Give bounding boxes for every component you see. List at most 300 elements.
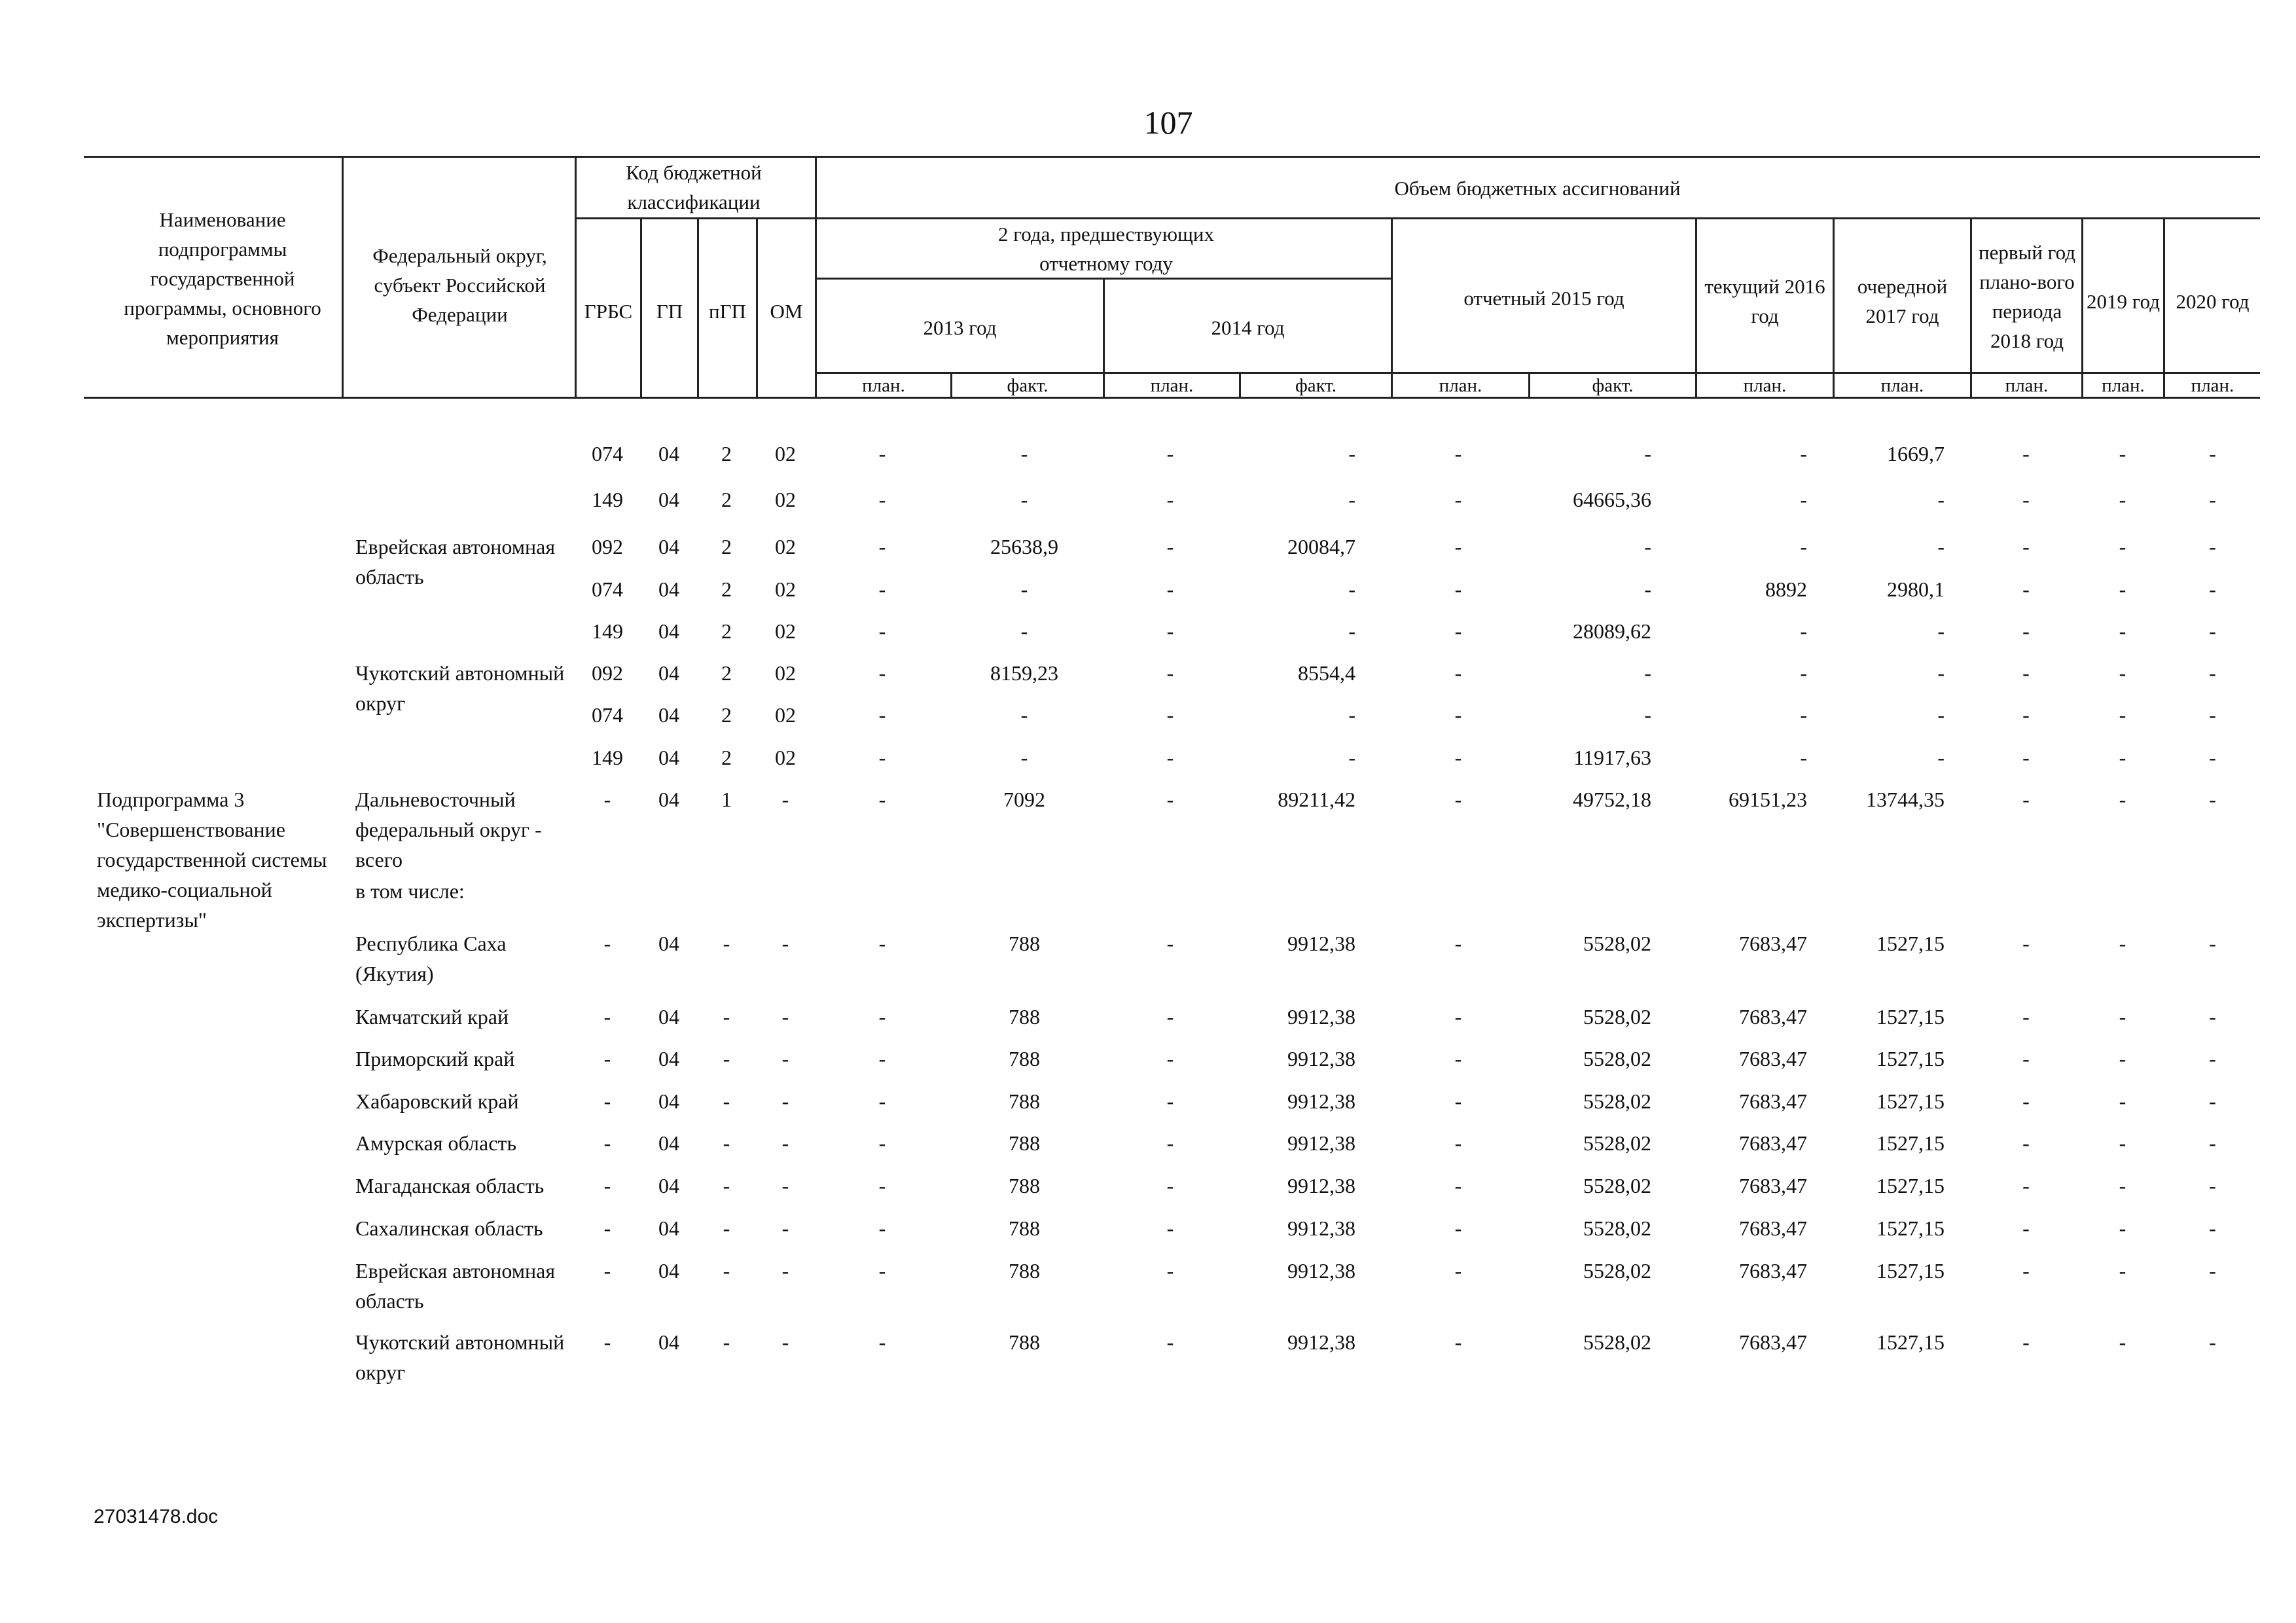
- code-gp: 04: [658, 1089, 679, 1113]
- v2018-plan: -: [2022, 1216, 2030, 1240]
- v2020-plan: -: [2209, 788, 2216, 811]
- v2019-plan: -: [2119, 1089, 2126, 1113]
- v2013-plan: -: [878, 1089, 886, 1113]
- code-gp: 04: [658, 1131, 679, 1155]
- v2017-plan: 1527,15: [1876, 1259, 1945, 1283]
- v2014-plan: -: [1166, 619, 1174, 643]
- code-om: 02: [775, 619, 796, 643]
- v2013-fact: -: [1020, 619, 1028, 643]
- v2013-plan: -: [878, 788, 886, 811]
- code-om: 02: [775, 661, 796, 685]
- v2015-plan: -: [1454, 746, 1462, 769]
- v2020-plan: -: [2209, 442, 2216, 465]
- v2016-plan: -: [1800, 703, 1807, 727]
- v2013-plan: -: [878, 488, 886, 511]
- code-pgp: -: [723, 1259, 730, 1283]
- v2014-plan: -: [1166, 488, 1174, 511]
- v2018-plan: -: [2022, 746, 2030, 769]
- code-om: -: [781, 932, 789, 955]
- v2016-plan: 8892: [1765, 577, 1807, 601]
- code-grbs: -: [603, 1005, 611, 1029]
- code-om: -: [781, 1259, 789, 1283]
- v2015-fact: -: [1644, 703, 1651, 727]
- v2014-plan: -: [1166, 577, 1174, 601]
- v2013-plan: -: [878, 442, 886, 465]
- code-grbs: -: [603, 1174, 611, 1197]
- v2014-fact: 8554,4: [1298, 661, 1355, 685]
- code-pgp: 2: [721, 442, 732, 465]
- code-om: -: [781, 788, 789, 811]
- code-gp: 04: [658, 661, 679, 685]
- v2013-plan: -: [878, 619, 886, 643]
- v2015-plan: -: [1454, 442, 1462, 465]
- code-pgp: -: [723, 1005, 730, 1029]
- page-number: 107: [1143, 104, 1193, 141]
- code-grbs: -: [603, 932, 611, 955]
- header-top-line: [84, 156, 2260, 158]
- v2019-plan: -: [2119, 1005, 2126, 1029]
- v2017-plan: -: [1937, 703, 1945, 727]
- code-gp: 04: [658, 1174, 679, 1197]
- region-name: Еврейская автономная область: [355, 535, 556, 589]
- v2014-plan: -: [1166, 1089, 1174, 1113]
- v2016-plan: 7683,47: [1739, 1216, 1807, 1240]
- v2013-fact: 788: [1009, 1330, 1040, 1354]
- code-om: 02: [775, 746, 796, 769]
- v2018-plan: -: [2022, 619, 2030, 643]
- v2017-plan: 1527,15: [1876, 1330, 1945, 1354]
- v2020-plan: -: [2209, 932, 2216, 955]
- v2020-plan: -: [2209, 619, 2216, 643]
- code-om: -: [781, 1089, 789, 1113]
- v2016-plan: 69151,23: [1729, 788, 1807, 811]
- v2018-plan: -: [2022, 1259, 2030, 1283]
- v2013-fact: -: [1020, 577, 1028, 601]
- v2015-fact: -: [1644, 661, 1651, 685]
- v2014-plan: -: [1166, 746, 1174, 769]
- header-2014-fact: факт.: [1295, 374, 1337, 396]
- v2013-fact: -: [1020, 442, 1028, 465]
- code-om: 02: [775, 442, 796, 465]
- v2014-fact: -: [1348, 488, 1355, 511]
- v2015-plan: -: [1454, 1047, 1462, 1070]
- v2013-plan: -: [878, 932, 886, 955]
- header-first-plan-2018: первый год плано-вого периода 2018 год: [1979, 241, 2075, 352]
- v2018-plan: -: [2022, 1174, 2030, 1197]
- header-region: Федеральный округ, субъект Российской Федерации: [372, 244, 547, 326]
- v2015-fact: 5528,02: [1583, 1047, 1651, 1070]
- v2017-plan: 1527,15: [1876, 1089, 1945, 1113]
- v2017-plan: -: [1937, 746, 1945, 769]
- v2015-plan: -: [1454, 1131, 1462, 1155]
- v2013-fact: 788: [1009, 1259, 1040, 1283]
- header-2016-plan: план.: [1743, 374, 1787, 396]
- v2014-plan: -: [1166, 1259, 1174, 1283]
- v2016-plan: 7683,47: [1739, 1005, 1807, 1029]
- code-grbs: 149: [592, 488, 623, 511]
- v2019-plan: -: [2119, 746, 2126, 769]
- v2013-fact: 788: [1009, 1174, 1040, 1197]
- v2017-plan: 1527,15: [1876, 1216, 1945, 1240]
- v2019-plan: -: [2119, 1131, 2126, 1155]
- v2016-plan: -: [1800, 488, 1807, 511]
- v2014-fact: 9912,38: [1287, 1005, 1355, 1029]
- header-line-2: [575, 217, 2260, 219]
- v2015-plan: -: [1454, 703, 1462, 727]
- v2014-plan: -: [1166, 788, 1174, 811]
- v2013-plan: -: [878, 1131, 886, 1155]
- code-gp: 04: [658, 442, 679, 465]
- v2016-plan: 7683,47: [1739, 1089, 1807, 1113]
- v2017-plan: -: [1937, 661, 1945, 685]
- v2014-fact: -: [1348, 442, 1355, 465]
- v2019-plan: -: [2119, 932, 2126, 955]
- v2014-plan: -: [1166, 442, 1174, 465]
- code-gp: 04: [658, 1047, 679, 1070]
- v2016-plan: 7683,47: [1739, 1047, 1807, 1070]
- v2020-plan: -: [2209, 1216, 2216, 1240]
- v2019-plan: -: [2119, 1047, 2126, 1070]
- region-name: Чукотский автономный округ: [355, 1330, 565, 1384]
- v2018-plan: -: [2022, 1005, 2030, 1029]
- v2013-fact: 788: [1009, 932, 1040, 955]
- v2019-plan: -: [2119, 488, 2126, 511]
- header-2014-plan: план.: [1150, 374, 1194, 396]
- v2015-fact: 5528,02: [1583, 1005, 1651, 1029]
- v2013-plan: -: [878, 1174, 886, 1197]
- header-reporting-2015: отчетный 2015 год: [1463, 286, 1624, 310]
- v2018-plan: -: [2022, 703, 2030, 727]
- v2013-fact: -: [1020, 703, 1028, 727]
- code-grbs: 074: [592, 703, 623, 727]
- code-gp: 04: [658, 1216, 679, 1240]
- v2014-plan: -: [1166, 932, 1174, 955]
- code-gp: 04: [658, 1330, 679, 1354]
- v2013-plan: -: [878, 1005, 886, 1029]
- header-2017-plan: план.: [1880, 374, 1924, 396]
- code-pgp: -: [723, 1047, 730, 1070]
- v2020-plan: -: [2209, 1259, 2216, 1283]
- v2020-plan: -: [2209, 535, 2216, 558]
- v2018-plan: -: [2022, 535, 2030, 558]
- code-om: 02: [775, 577, 796, 601]
- code-grbs: -: [603, 1047, 611, 1070]
- code-grbs: 074: [592, 442, 623, 465]
- v2014-plan: -: [1166, 703, 1174, 727]
- header-pgp: пГП: [709, 299, 746, 323]
- v2014-fact: -: [1348, 577, 1355, 601]
- v2019-plan: -: [2119, 1330, 2126, 1354]
- v2020-plan: -: [2209, 1330, 2216, 1354]
- region-name: Амурская область: [355, 1131, 516, 1155]
- v2014-fact: 9912,38: [1287, 1131, 1355, 1155]
- region-name: Сахалинская область: [355, 1216, 543, 1240]
- v2013-fact: 788: [1009, 1047, 1040, 1070]
- v2015-plan: -: [1454, 1174, 1462, 1197]
- v2019-plan: -: [2119, 788, 2126, 811]
- code-grbs: -: [603, 1216, 611, 1240]
- v2015-fact: 5528,02: [1583, 1259, 1651, 1283]
- program-name: Подпрограмма 3 "Совершенствование государственной системы медико-социальной экспертизы": [97, 788, 327, 932]
- code-gp: 04: [658, 535, 679, 558]
- v2014-plan: -: [1166, 535, 1174, 558]
- v2018-plan: -: [2022, 1131, 2030, 1155]
- v2015-plan: -: [1454, 1330, 1462, 1354]
- code-pgp: 2: [721, 488, 732, 511]
- code-om: -: [781, 1330, 789, 1354]
- vline-2: [575, 156, 577, 399]
- v2019-plan: -: [2119, 703, 2126, 727]
- code-gp: 04: [658, 746, 679, 769]
- v2015-plan: -: [1454, 932, 1462, 955]
- v2016-plan: 7683,47: [1739, 1330, 1807, 1354]
- v2017-plan: 1527,15: [1876, 1131, 1945, 1155]
- v2013-plan: -: [878, 661, 886, 685]
- v2017-plan: -: [1937, 488, 1945, 511]
- code-om: -: [781, 1174, 789, 1197]
- code-pgp: -: [723, 932, 730, 955]
- v2017-plan: -: [1937, 619, 1945, 643]
- v2015-plan: -: [1454, 1089, 1462, 1113]
- v2015-plan: -: [1454, 619, 1462, 643]
- v2018-plan: -: [2022, 932, 2030, 955]
- code-pgp: -: [723, 1216, 730, 1240]
- v2015-fact: 5528,02: [1583, 1089, 1651, 1113]
- v2016-plan: -: [1800, 746, 1807, 769]
- v2014-fact: 9912,38: [1287, 1216, 1355, 1240]
- v2013-fact: 788: [1009, 1089, 1040, 1113]
- code-grbs: 092: [592, 535, 623, 558]
- v2018-plan: -: [2022, 577, 2030, 601]
- v2013-plan: -: [878, 1047, 886, 1070]
- v2018-plan: -: [2022, 1047, 2030, 1070]
- code-pgp: -: [723, 1174, 730, 1197]
- region-name: Магаданская область: [355, 1174, 545, 1197]
- code-gp: 04: [658, 619, 679, 643]
- v2013-fact: 7092: [1003, 788, 1045, 811]
- code-gp: 04: [658, 932, 679, 955]
- code-om: -: [781, 1216, 789, 1240]
- v2013-fact: -: [1020, 746, 1028, 769]
- code-pgp: 2: [721, 746, 732, 769]
- v2016-plan: -: [1800, 619, 1807, 643]
- v2020-plan: -: [2209, 661, 2216, 685]
- header-2019: 2019 год: [2086, 289, 2161, 313]
- v2014-fact: 89211,42: [1278, 788, 1355, 811]
- v2017-plan: 2980,1: [1887, 577, 1945, 601]
- v2015-plan: -: [1454, 788, 1462, 811]
- v2014-fact: 9912,38: [1287, 1259, 1355, 1283]
- v2014-plan: -: [1166, 661, 1174, 685]
- v2014-fact: 9912,38: [1287, 1089, 1355, 1113]
- v2015-fact: 5528,02: [1583, 1330, 1651, 1354]
- v2015-plan: -: [1454, 1216, 1462, 1240]
- v2015-fact: 5528,02: [1583, 1216, 1651, 1240]
- v2020-plan: -: [2209, 746, 2216, 769]
- header-gp: ГП: [656, 299, 683, 323]
- v2018-plan: -: [2022, 488, 2030, 511]
- region-name: Камчатский край: [355, 1005, 509, 1029]
- code-gp: 04: [658, 577, 679, 601]
- v2019-plan: -: [2119, 661, 2126, 685]
- code-grbs: -: [603, 1330, 611, 1354]
- v2013-plan: -: [878, 746, 886, 769]
- header-2018-plan: план.: [2005, 374, 2049, 396]
- v2014-fact: 9912,38: [1287, 1174, 1355, 1197]
- v2019-plan: -: [2119, 577, 2126, 601]
- v2013-plan: -: [878, 535, 886, 558]
- v2017-plan: 1527,15: [1876, 1005, 1945, 1029]
- v2017-plan: -: [1937, 535, 1945, 558]
- v2014-fact: -: [1348, 619, 1355, 643]
- v2014-plan: -: [1166, 1216, 1174, 1240]
- v2016-plan: -: [1800, 535, 1807, 558]
- v2013-plan: -: [878, 1330, 886, 1354]
- v2015-fact: 64665,36: [1573, 488, 1651, 511]
- v2014-plan: -: [1166, 1330, 1174, 1354]
- v2013-plan: -: [878, 703, 886, 727]
- v2015-plan: -: [1454, 488, 1462, 511]
- v2017-plan: 1527,15: [1876, 932, 1945, 955]
- v2013-fact: 25638,9: [990, 535, 1058, 558]
- v2015-fact: 11917,63: [1573, 746, 1651, 769]
- v2014-fact: 9912,38: [1287, 932, 1355, 955]
- header-2014: 2014 год: [1211, 316, 1285, 339]
- v2020-plan: -: [2209, 577, 2216, 601]
- v2014-fact: 20084,7: [1287, 535, 1355, 558]
- header-current-2016: текущий 2016 год: [1704, 275, 1825, 327]
- v2020-plan: -: [2209, 488, 2216, 511]
- v2019-plan: -: [2119, 1216, 2126, 1240]
- v2018-plan: -: [2022, 788, 2030, 811]
- v2015-plan: -: [1454, 535, 1462, 558]
- region-name: Приморский край: [355, 1047, 515, 1070]
- v2013-fact: -: [1020, 488, 1028, 511]
- v2019-plan: -: [2119, 619, 2126, 643]
- v2015-plan: -: [1454, 1005, 1462, 1029]
- vline-1: [342, 156, 344, 399]
- v2017-plan: 1669,7: [1887, 442, 1945, 465]
- v2016-plan: 7683,47: [1739, 1131, 1807, 1155]
- code-om: -: [781, 1131, 789, 1155]
- code-grbs: -: [603, 1089, 611, 1113]
- header-2015-plan: план.: [1439, 374, 1482, 396]
- region-name: Чукотский автономный округ: [355, 661, 565, 715]
- code-pgp: -: [723, 1089, 730, 1113]
- v2020-plan: -: [2209, 1047, 2216, 1070]
- header-prev-two-years: 2 года, предшествующих отчетному году: [998, 223, 1214, 275]
- v2013-plan: -: [878, 1259, 886, 1283]
- region-name: Хабаровский край: [355, 1089, 519, 1113]
- v2014-fact: -: [1348, 746, 1355, 769]
- code-om: -: [781, 1005, 789, 1029]
- header-code-group: Код бюджетной классификации: [626, 161, 762, 213]
- header-2019-plan: план.: [2102, 374, 2145, 396]
- v2015-plan: -: [1454, 577, 1462, 601]
- code-om: 02: [775, 535, 796, 558]
- code-gp: 04: [658, 703, 679, 727]
- v2014-fact: -: [1348, 703, 1355, 727]
- v2015-fact: 5528,02: [1583, 1131, 1651, 1155]
- code-grbs: -: [603, 788, 611, 811]
- v2018-plan: -: [2022, 442, 2030, 465]
- code-pgp: 2: [721, 703, 732, 727]
- v2013-plan: -: [878, 1216, 886, 1240]
- header-2013: 2013 год: [923, 316, 997, 339]
- v2017-plan: 1527,15: [1876, 1047, 1945, 1070]
- region-name: в том числе:: [355, 879, 465, 903]
- v2019-plan: -: [2119, 442, 2126, 465]
- v2015-fact: 5528,02: [1583, 1174, 1651, 1197]
- header-2013-fact: факт.: [1007, 374, 1049, 396]
- v2016-plan: 7683,47: [1739, 1174, 1807, 1197]
- v2016-plan: -: [1800, 442, 1807, 465]
- code-grbs: -: [603, 1131, 611, 1155]
- v2015-fact: -: [1644, 442, 1651, 465]
- v2017-plan: 13744,35: [1866, 788, 1945, 811]
- v2019-plan: -: [2119, 535, 2126, 558]
- v2020-plan: -: [2209, 1005, 2216, 1029]
- v2020-plan: -: [2209, 1131, 2216, 1155]
- code-grbs: -: [603, 1259, 611, 1283]
- v2014-plan: -: [1166, 1174, 1174, 1197]
- code-grbs: 074: [592, 577, 623, 601]
- code-gp: 04: [658, 1259, 679, 1283]
- v2020-plan: -: [2209, 1089, 2216, 1113]
- footer-filename: 27031478.doc: [94, 1506, 219, 1527]
- code-pgp: 2: [721, 619, 732, 643]
- header-om: ОМ: [770, 299, 803, 323]
- header-2015-fact: факт.: [1592, 374, 1634, 396]
- v2014-plan: -: [1166, 1131, 1174, 1155]
- v2018-plan: -: [2022, 1089, 2030, 1113]
- header-2020-plan: план.: [2191, 374, 2234, 396]
- code-om: 02: [775, 488, 796, 511]
- v2014-plan: -: [1166, 1005, 1174, 1029]
- v2016-plan: -: [1800, 661, 1807, 685]
- v2015-plan: -: [1454, 661, 1462, 685]
- v2014-fact: 9912,38: [1287, 1330, 1355, 1354]
- v2013-plan: -: [878, 577, 886, 601]
- code-grbs: 149: [592, 746, 623, 769]
- header-2013-plan: план.: [862, 374, 905, 396]
- v2015-plan: -: [1454, 1259, 1462, 1283]
- header-name: Наименование подпрограммы государственной программы, основного мероприятия: [124, 208, 321, 349]
- v2018-plan: -: [2022, 1330, 2030, 1354]
- header-next-2017: очередной 2017 год: [1857, 275, 1948, 327]
- region-name: Дальневосточный федеральный округ - всего: [355, 788, 542, 871]
- code-om: 02: [775, 703, 796, 727]
- header-volume-group: Объем бюджетных ассигнований: [1394, 176, 1681, 200]
- v2015-fact: 49752,18: [1573, 788, 1651, 811]
- v2016-plan: 7683,47: [1739, 1259, 1807, 1283]
- v2019-plan: -: [2119, 1174, 2126, 1197]
- v2014-plan: -: [1166, 1047, 1174, 1070]
- header-grbs: ГРБС: [584, 299, 633, 323]
- code-gp: 04: [658, 788, 679, 811]
- code-pgp: 2: [721, 661, 732, 685]
- code-pgp: 2: [721, 535, 732, 558]
- vline-14: [1970, 217, 1972, 399]
- header-2020: 2020 год: [2176, 289, 2250, 313]
- v2013-fact: 788: [1009, 1005, 1040, 1029]
- region-name: Республика Саха (Якутия): [355, 932, 507, 985]
- v2020-plan: -: [2209, 703, 2216, 727]
- v2015-fact: -: [1644, 577, 1651, 601]
- v2017-plan: 1527,15: [1876, 1174, 1945, 1197]
- v2014-fact: 9912,38: [1287, 1047, 1355, 1070]
- region-name: Еврейская автономная область: [355, 1259, 556, 1313]
